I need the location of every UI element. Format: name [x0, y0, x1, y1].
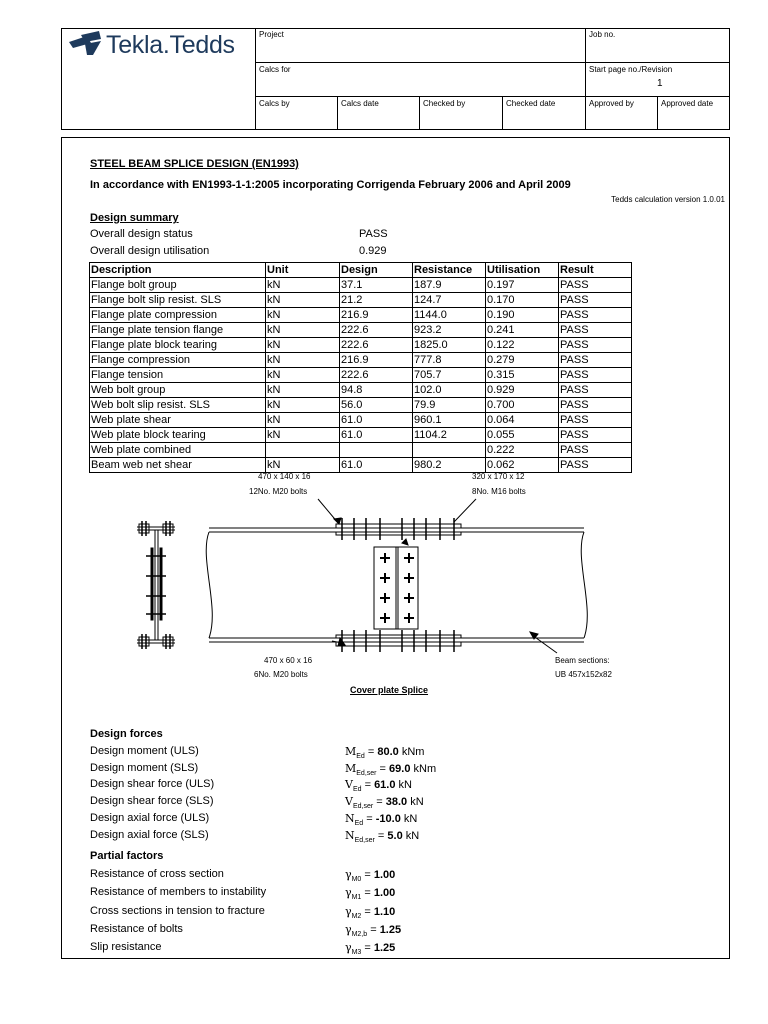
factor-value: $\gamma_{M1} = 1.00$ — [345, 886, 396, 902]
cell-design: 94.8 — [340, 383, 413, 398]
cell-description: Flange tension — [90, 368, 266, 383]
force-value: $V_{Ed} = 61.0$ kN — [345, 778, 412, 794]
cell-design: 56.0 — [340, 398, 413, 413]
web-bolt-cross — [380, 553, 390, 563]
factor-label: Resistance of bolts — [90, 922, 183, 935]
cell-result: PASS — [559, 353, 632, 368]
cell-result: PASS — [559, 323, 632, 338]
top-plate-bolts: 12No. M20 bolts — [249, 487, 308, 496]
cell-design: 222.6 — [340, 323, 413, 338]
factor-subscript: M2,b — [351, 931, 368, 939]
checked-date-label: Checked date — [506, 99, 556, 108]
job-no-cell — [585, 28, 730, 62]
checked-by-label: Checked by — [423, 99, 466, 108]
cell-utilisation: 0.700 — [486, 398, 559, 413]
checked-date-cell — [502, 96, 585, 130]
cell-unit: kN — [266, 293, 340, 308]
logo-wordmark: Tekla.Tedds — [106, 31, 235, 59]
factor-label: Cross sections in tension to fracture — [90, 904, 265, 917]
col-utilisation: Utilisation — [486, 263, 559, 278]
force-number: 69.0 — [389, 762, 411, 775]
force-label: Design axial force (ULS) — [90, 811, 210, 824]
cell-utilisation: 0.279 — [486, 353, 559, 368]
cell-result: PASS — [559, 278, 632, 293]
force-label: Design shear force (ULS) — [90, 778, 215, 791]
approved-by-cell — [585, 96, 657, 130]
cell-design: 222.6 — [340, 338, 413, 353]
drawing-caption: Cover plate Splice — [350, 685, 429, 695]
cell-description: Flange plate compression — [90, 308, 266, 323]
cell-description: Flange plate block tearing — [90, 338, 266, 353]
cell-description: Flange bolt group — [90, 278, 266, 293]
force-label: Design axial force (SLS) — [90, 828, 209, 841]
partial-factors-heading: Partial factors — [90, 850, 164, 862]
cell-description: Web plate shear — [90, 413, 266, 428]
factor-label: Resistance of members to instability — [90, 886, 267, 899]
cell-utilisation: 0.190 — [486, 308, 559, 323]
cell-description: Web bolt group — [90, 383, 266, 398]
overall-util-label: Overall design utilisation — [90, 245, 210, 257]
col-result: Result — [559, 263, 632, 278]
overall-status-value: PASS — [359, 228, 388, 240]
cell-design: 61.0 — [340, 413, 413, 428]
factor-label: Resistance of cross section — [90, 868, 224, 880]
cell-design: 37.1 — [340, 278, 413, 293]
cell-unit: kN — [266, 398, 340, 413]
force-value: $N_{Ed} = -10.0$ kN — [345, 811, 418, 827]
web-bolt-cross — [404, 613, 414, 623]
job-no-label: Job no. — [589, 30, 616, 39]
cell-utilisation: 0.315 — [486, 368, 559, 383]
cell-unit: kN — [266, 368, 340, 383]
logo-product: Tedds — [169, 31, 235, 59]
cell-utilisation: 0.055 — [486, 428, 559, 443]
force-label: Design moment (ULS) — [90, 745, 199, 757]
cell-description: Web bolt slip resist. SLS — [90, 398, 266, 413]
cell-unit: kN — [266, 308, 340, 323]
force-subscript: Ed,ser — [356, 769, 377, 777]
col-resistance: Resistance — [413, 263, 486, 278]
cell-resistance: 1104.2 — [413, 428, 486, 443]
cell-design: 216.9 — [340, 353, 413, 368]
cell-resistance: 777.8 — [413, 353, 486, 368]
cell-resistance: 980.2 — [413, 458, 486, 473]
cell-utilisation: 0.062 — [486, 458, 559, 473]
factor-number: 1.00 — [373, 887, 396, 900]
cell-resistance: 187.9 — [413, 278, 486, 293]
cell-resistance: 124.7 — [413, 293, 486, 308]
cell-description: Flange plate tension flange — [90, 323, 266, 338]
force-unit: kNm — [401, 746, 425, 758]
force-label: Design shear force (SLS) — [90, 795, 214, 808]
calcs-for-label: Calcs for — [259, 65, 291, 74]
force-number: 61.0 — [374, 779, 396, 792]
checked-by-cell — [419, 96, 502, 130]
factor-number: 1.00 — [373, 869, 396, 881]
factor-label: Slip resistance — [90, 941, 162, 954]
cell-utilisation: 0.197 — [486, 278, 559, 293]
cell-resistance: 923.2 — [413, 323, 486, 338]
force-symbol: V — [345, 795, 353, 809]
force-unit: kN — [398, 779, 412, 792]
cell-resistance: 960.1 — [413, 413, 486, 428]
web-bolt-cross — [404, 553, 414, 563]
approved-by-label: Approved by — [589, 99, 634, 108]
force-value: $M_{Ed,ser} = 69.0$ kNm — [345, 761, 437, 777]
force-value: $M_{Ed} = 80.0$ kNm — [345, 745, 425, 761]
web-bolt-cross — [380, 613, 390, 623]
bottom-plate-size: 470 x 60 x 16 — [264, 656, 313, 665]
cell-utilisation: 0.929 — [486, 383, 559, 398]
project-cell — [255, 28, 585, 62]
start-page-cell — [585, 62, 730, 96]
force-value: $V_{Ed,ser} = 38.0$ kN — [345, 795, 424, 811]
force-number: 38.0 — [385, 796, 408, 809]
logo-brand: Tekla — [106, 31, 163, 59]
top-plate-size: 470 x 140 x 16 — [258, 472, 311, 481]
factor-number: 1.25 — [373, 942, 396, 955]
gamma-symbol: γ — [345, 886, 352, 900]
cell-utilisation: 0.122 — [486, 338, 559, 353]
start-page-value: 1 — [657, 78, 663, 89]
cell-description: Flange bolt slip resist. SLS — [90, 293, 266, 308]
title-block — [61, 28, 730, 130]
web-bolt-cross — [380, 573, 390, 583]
force-unit: kN — [410, 796, 424, 809]
web-bolts — [380, 553, 414, 623]
force-unit: kN — [405, 829, 420, 842]
cell-unit: kN — [266, 413, 340, 428]
cell-unit: kN — [266, 338, 340, 353]
force-symbol: M — [345, 761, 357, 775]
force-subscript: Ed — [354, 819, 364, 827]
force-symbol: V — [345, 778, 353, 792]
cell-result: PASS — [559, 413, 632, 428]
cell-design: 21.2 — [340, 293, 413, 308]
factor-value: $\gamma_{M0} = 1.00$ — [345, 868, 396, 884]
web-bolt-cross — [404, 593, 414, 603]
overall-status-label: Overall design status — [90, 228, 193, 240]
force-number: 5.0 — [387, 829, 403, 842]
page-subtitle: In accordance with EN1993-1-1:2005 incorporating Corrigenda February 2006 and April 2009 — [90, 179, 571, 191]
calcs-by-label: Calcs by — [259, 99, 290, 108]
cell-result: PASS — [559, 443, 632, 458]
beam-elevation — [206, 524, 587, 646]
gamma-symbol: γ — [345, 941, 352, 955]
cell-description: Web plate combined — [90, 443, 266, 458]
factor-subscript: M0 — [351, 876, 362, 884]
col-design: Design — [340, 263, 413, 278]
factor-value: $\gamma_{M2} = 1.10$ — [345, 904, 396, 920]
tekla-tedds-logo — [62, 29, 256, 129]
bottom-plate-bolts: 6No. M20 bolts — [254, 670, 308, 679]
cell-utilisation: 0.170 — [486, 293, 559, 308]
factor-number: 1.10 — [373, 905, 396, 918]
col-description: Description — [90, 263, 266, 278]
factor-subscript: M3 — [351, 949, 362, 957]
cell-unit: kN — [266, 383, 340, 398]
cell-design: 61.0 — [340, 428, 413, 443]
cell-result: PASS — [559, 338, 632, 353]
start-page-label: Start page no./Revision — [589, 65, 673, 74]
cell-result: PASS — [559, 383, 632, 398]
project-label: Project — [259, 30, 284, 39]
cell-description: Beam web net shear — [90, 458, 266, 473]
cell-unit: kN — [266, 278, 340, 293]
force-symbol: N — [345, 811, 355, 825]
gamma-symbol: γ — [345, 904, 352, 918]
page-title: STEEL BEAM SPLICE DESIGN (EN1993) — [90, 158, 299, 170]
cell-unit: kN — [266, 353, 340, 368]
force-subscript: Ed,ser — [354, 836, 375, 844]
web-bolt-cross — [404, 573, 414, 583]
calculation-sheet — [61, 137, 730, 959]
design-forces-heading: Design forces — [90, 728, 163, 740]
beam-sections-label: Beam sections: — [555, 656, 610, 665]
gamma-symbol: γ — [345, 868, 352, 881]
beam-section-value: UB 457x152x82 — [555, 670, 612, 679]
factor-number: 1.25 — [379, 923, 402, 936]
factor-value: $\gamma_{M2,b} = 1.25$ — [345, 922, 402, 939]
gamma-symbol: γ — [345, 922, 352, 936]
cell-resistance: 705.7 — [413, 368, 486, 383]
cell-result: PASS — [559, 308, 632, 323]
cell-design: 61.0 — [340, 458, 413, 473]
force-subscript: Ed,ser — [352, 803, 374, 811]
approved-date-label: Approved date — [661, 99, 714, 108]
force-unit: kNm — [413, 762, 437, 775]
cell-resistance: 1144.0 — [413, 308, 486, 323]
web-plate-bolts: 8No. M16 bolts — [472, 487, 526, 496]
cell-utilisation: 0.064 — [486, 413, 559, 428]
approved-date-cell — [657, 96, 730, 130]
force-label: Design moment (SLS) — [90, 761, 199, 774]
cell-result: PASS — [559, 428, 632, 443]
calcs-by-cell — [255, 96, 337, 130]
force-value: $N_{Ed,ser} = 5.0$ kN — [345, 828, 420, 844]
factor-value: $\gamma_{M3} = 1.25$ — [345, 941, 396, 957]
force-number: 80.0 — [377, 746, 399, 758]
cell-design: 216.9 — [340, 308, 413, 323]
cell-utilisation: 0.241 — [486, 323, 559, 338]
cell-utilisation: 0.222 — [486, 443, 559, 458]
web-bolt-cross — [380, 593, 390, 603]
cell-description: Flange compression — [90, 353, 266, 368]
col-unit: Unit — [266, 263, 340, 278]
web-plate-size: 320 x 170 x 12 — [472, 472, 525, 481]
cell-unit: kN — [266, 458, 340, 473]
force-subscript: Ed — [356, 753, 365, 761]
cell-resistance: 102.0 — [413, 383, 486, 398]
force-unit: kN — [403, 812, 418, 825]
calcs-for-cell — [255, 62, 585, 96]
calcs-date-cell — [337, 96, 419, 130]
calc-version: Tedds calculation version 1.0.01 — [611, 195, 725, 204]
cell-result: PASS — [559, 293, 632, 308]
cell-result: PASS — [559, 368, 632, 383]
design-summary-heading: Design summary — [90, 212, 179, 224]
force-symbol: N — [345, 828, 355, 842]
calcs-date-label: Calcs date — [341, 99, 379, 108]
force-symbol: M — [345, 745, 357, 758]
cell-resistance: 1825.0 — [413, 338, 486, 353]
factor-subscript: M2 — [351, 912, 362, 920]
force-subscript: Ed — [352, 786, 362, 794]
cell-result: PASS — [559, 398, 632, 413]
cell-unit: kN — [266, 323, 340, 338]
cell-unit: kN — [266, 428, 340, 443]
factor-subscript: M1 — [351, 894, 362, 902]
tekla-logo-icon — [67, 31, 107, 61]
cell-result: PASS — [559, 458, 632, 473]
force-number: -10.0 — [375, 812, 401, 825]
cell-resistance: 79.9 — [413, 398, 486, 413]
cell-design: 222.6 — [340, 368, 413, 383]
overall-util-value: 0.929 — [359, 245, 387, 257]
end-view — [137, 521, 175, 649]
cell-description: Web plate block tearing — [90, 428, 266, 443]
